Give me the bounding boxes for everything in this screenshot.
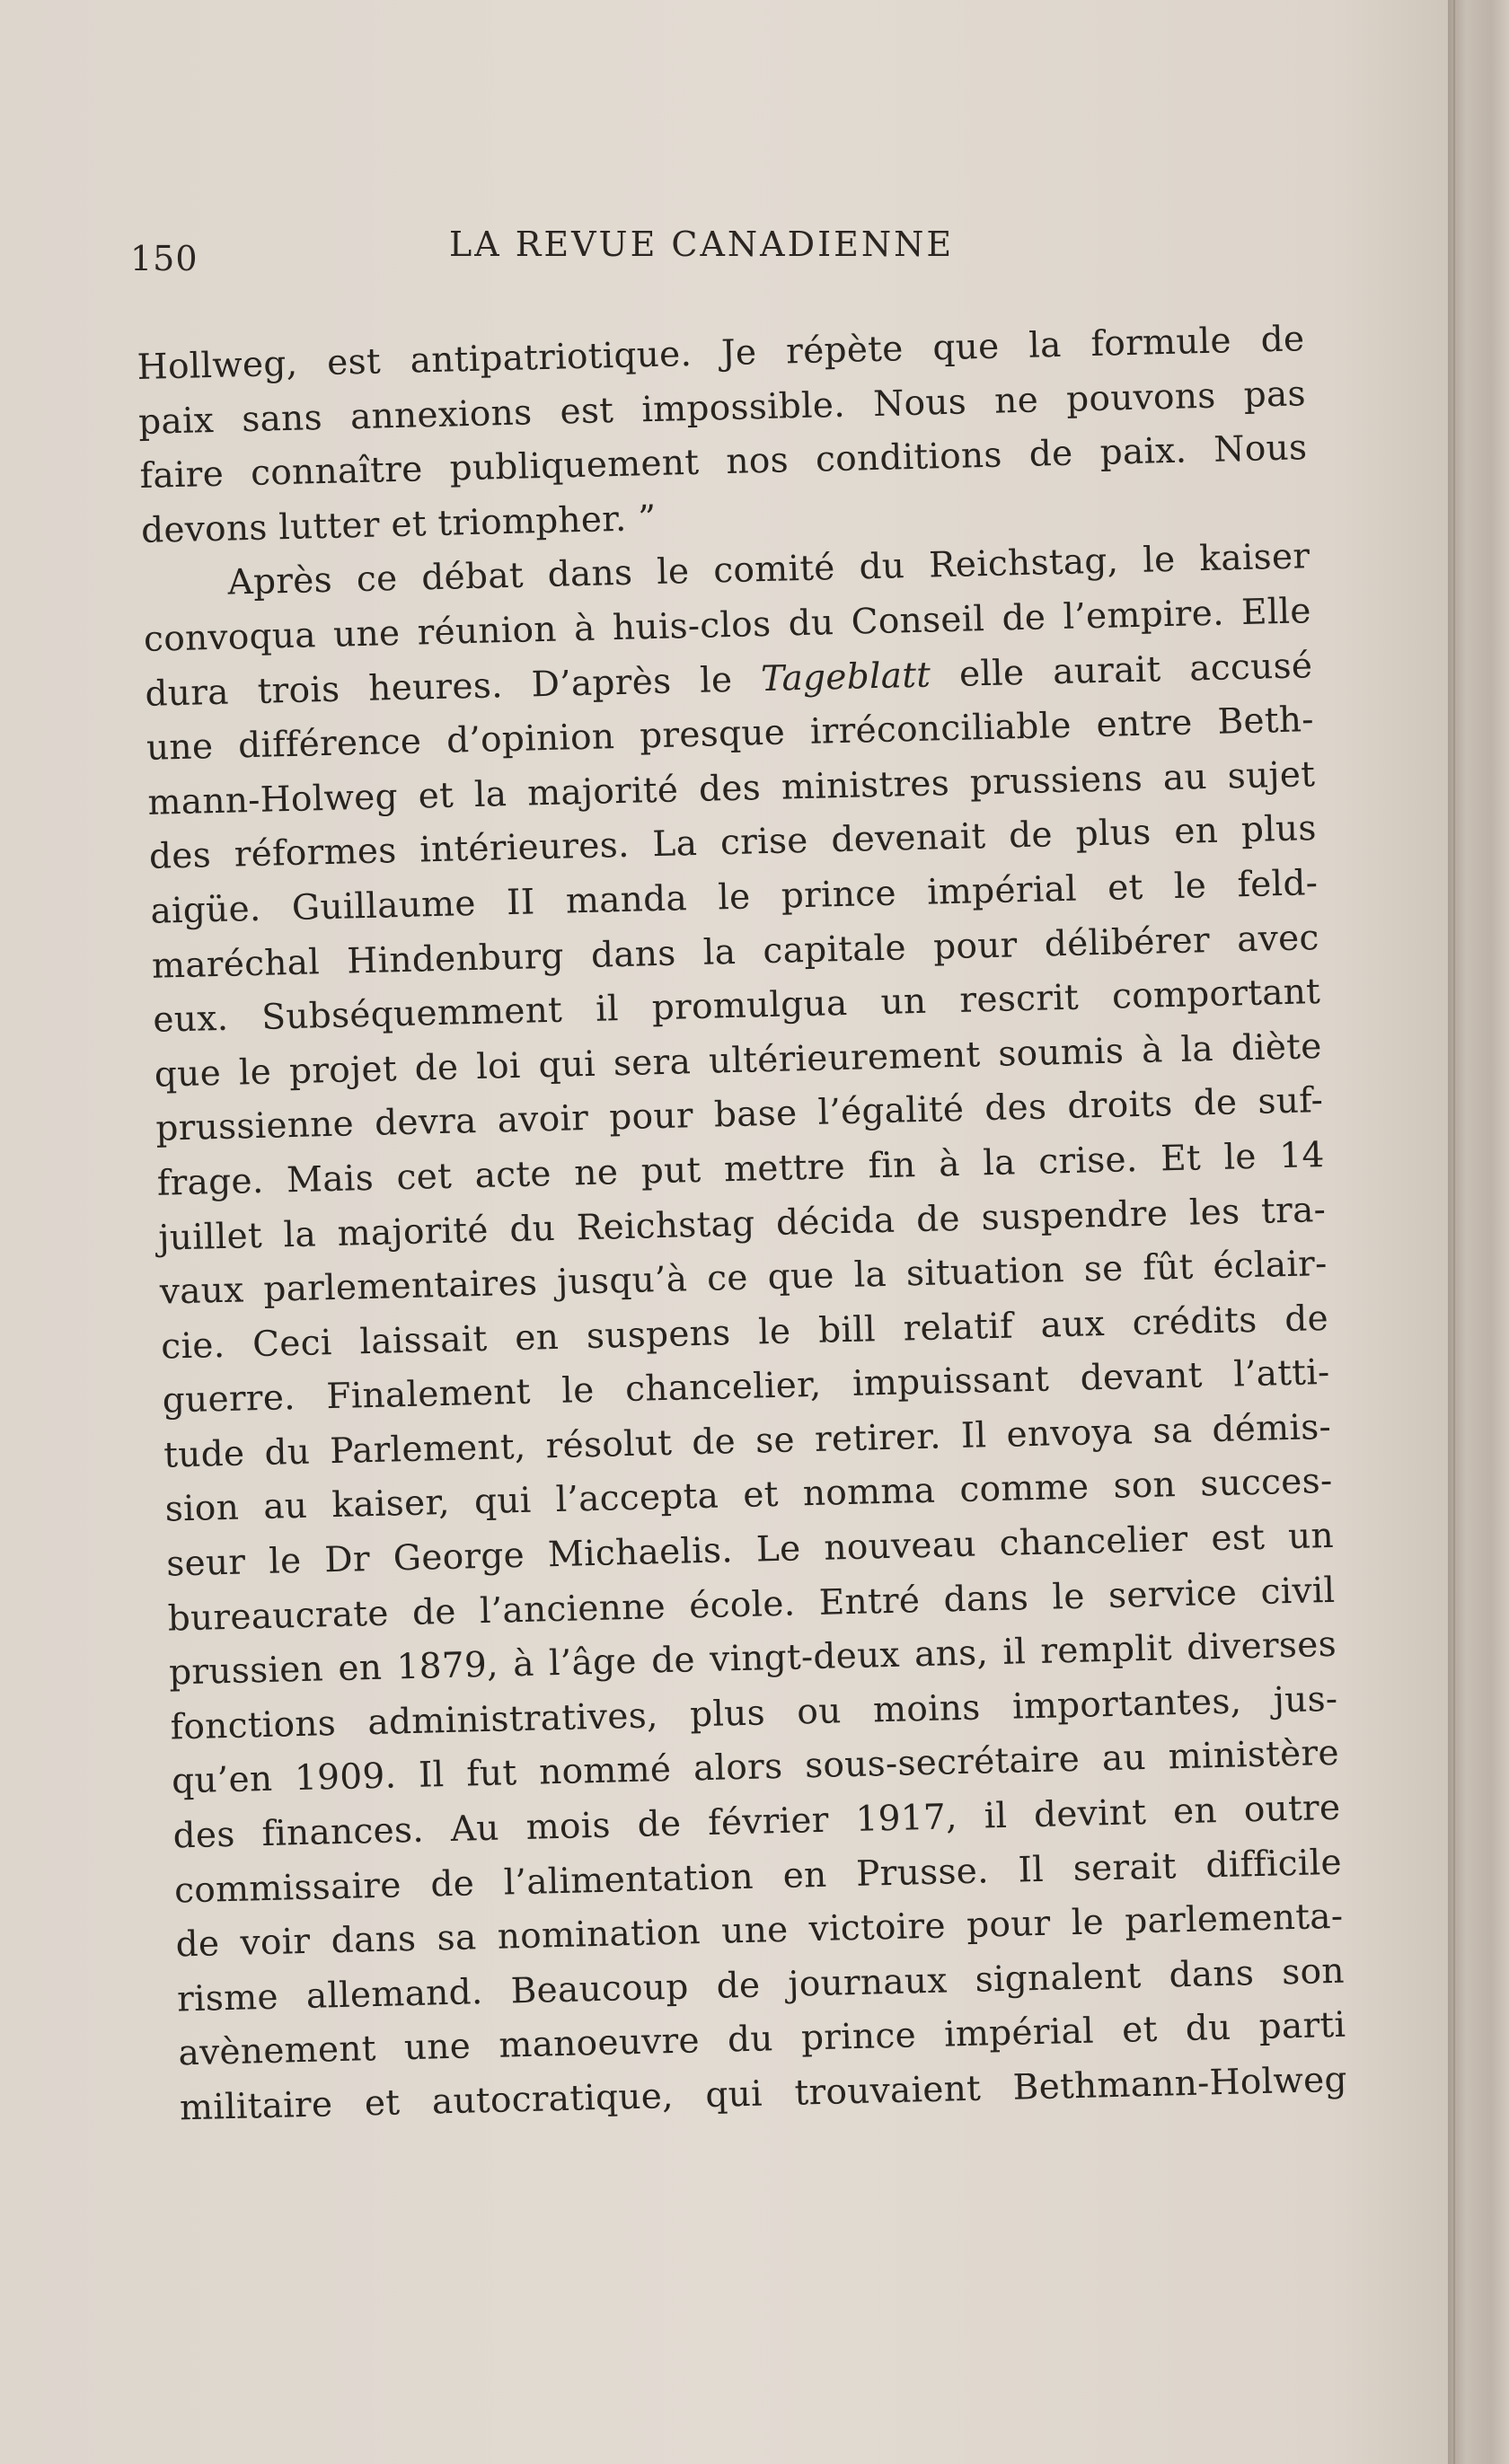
text-line: prussien en 1879, à l’âge de vingt-deux ans, il remplit diverses [168,1624,1337,1694]
text-line: Hollweg, est antipatriotique. Je répète que la formule de [137,319,1305,388]
text-line: des réformes intérieures. La crise devenait de plus en plus [148,808,1318,878]
text-line: maréchal Hindenburg dans la capitale pour délibérer avec [151,917,1320,987]
text-line: seur le Dr George Michaelis. Le nouveau chancelier est un [165,1515,1335,1585]
text-line: bureaucrate de l’ancienne école. Entré dans le service civil [167,1570,1336,1640]
text-line: aigüe. Guillaume II manda le prince impérial et le feld- [149,862,1319,932]
text-line: devons lutter et triompher. ” [140,497,657,551]
text-line: fonctions administratives, plus ou moins importantes, jus- [170,1678,1338,1748]
text-line: sion au kaiser, qui l’accepta et nomma comme son succes- [164,1461,1333,1531]
paragraph-first-line: Après ce débat dans le comité du Reichstag, le kaiser [227,536,1310,603]
text-line: juillet la majorité du Reichstag décida de suspendre les tra- [157,1189,1327,1259]
text-line-segment: elle aurait accusé [958,645,1313,695]
text-line: que le projet de loi qui sera ultérieurement soumis à la diète [154,1025,1323,1096]
text-line: prussienne devra avoir pour base l’égalité des droits de suf- [154,1080,1324,1150]
page-header [130,216,1298,287]
running-title: LA REVUE CANADIENNE [449,224,955,264]
text-line: avènement une manoeuvre du prince impérial et du parti [178,2005,1346,2074]
text-line: des finances. Au mois de février 1917, il devint en outre [172,1787,1341,1857]
text-line: faire connaître publiquement nos conditions de paix. Nous [139,427,1308,497]
next-page-edge [1448,0,1509,2464]
page-number: 150 [130,239,199,278]
text-line: vaux parlementaires jusqu’à ce que la situation se fût éclair- [159,1244,1328,1313]
text-line: militaire et autocratique, qui trouvaient Bethmann-Holweg [179,2059,1348,2129]
text-line: frage. Mais cet acte ne put mettre fin à la crise. Et le 14 [156,1134,1326,1204]
text-line: guerre. Finalement le chancelier, impuissant devant l’atti- [162,1352,1331,1421]
text-line: commissaire de l’alimentation en Prusse. Il serait difficile [173,1842,1343,1912]
newspaper-title: Tageblatt [760,655,931,700]
text-line-segment: dura trois heures. D’après le [145,659,733,715]
body-text [137,312,1347,2136]
text-line: risme allemand. Beaucoup de journaux signalent dans son [176,1950,1346,2020]
text-line: eux. Subséquemment il promulgua un rescrit comportant [152,972,1321,1041]
text-line: de voir dans sa nomination une victoire pour le parlementa- [175,1896,1344,1966]
text-line: cie. Ceci laissait en suspens le bill relatif aux crédits de [160,1298,1329,1368]
text-line: mann-Holweg et la majorité des ministres prussiens au sujet [147,753,1316,823]
text-line: paix sans annexions est impossible. Nous ne pouvons pas [137,373,1307,443]
text-line: convoqua une réunion à huis-clos du Conseil de l’empire. Elle [143,591,1312,660]
text-line: tude du Parlement, résolut de se retirer. Il envoya sa démis- [163,1406,1332,1476]
text-line: qu’en 1909. Il fut nommé alors sous-secrétaire au ministère [171,1733,1340,1802]
text-line: une différence d’opinion presque irréconciliable entre Beth- [146,700,1315,770]
